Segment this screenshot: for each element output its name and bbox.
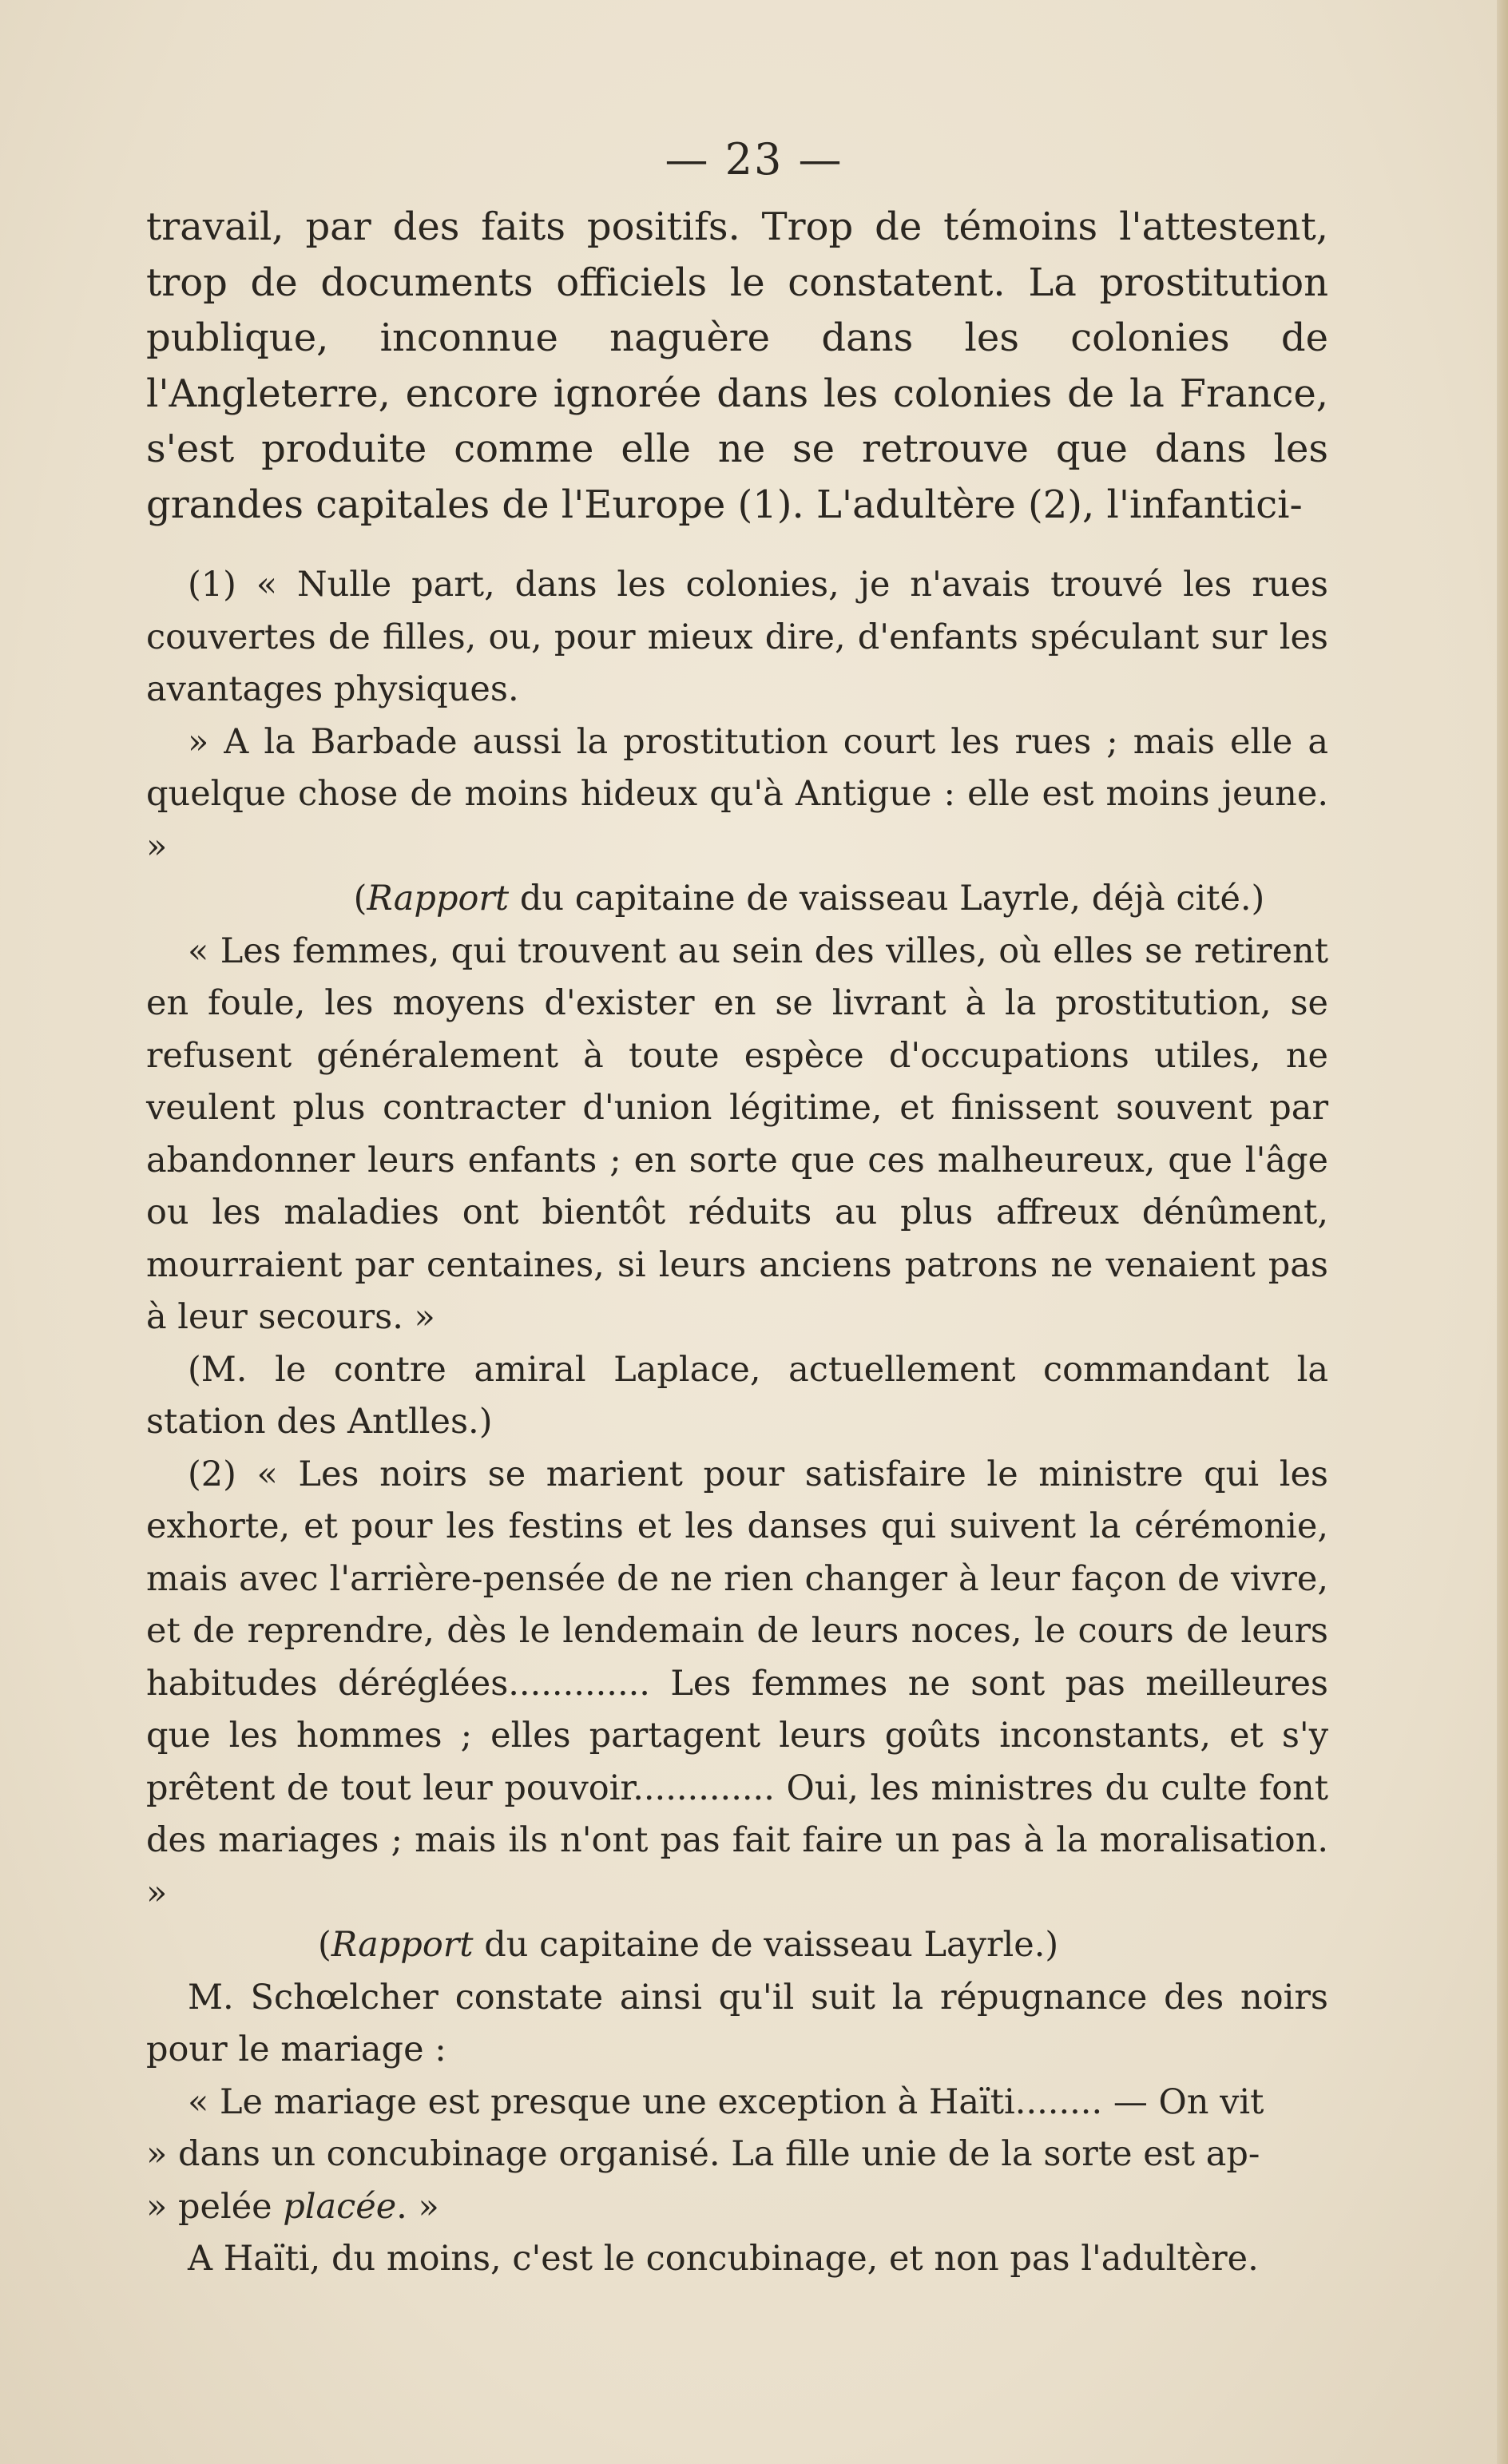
page-number: — 23 — xyxy=(665,134,843,185)
page-edge xyxy=(1497,0,1508,2464)
citation-title: Rapport xyxy=(367,879,510,919)
citation-rest: du capitaine de vaisseau Layrle.) xyxy=(473,1925,1059,1965)
citation-rest: du capitaine de vaisseau Layrle, déjà cité.) xyxy=(509,879,1265,919)
quote-text: » pelée xyxy=(146,2186,284,2227)
footnote-2-para-1: (2) « Les noirs se marient pour satisfaire le ministre qui les exhorte, et pour les festins et les danses qui suivent la cérémonie, mais avec l'arrière-pensée de ne rien changer à leur façon de vivre, et de reprendre, dès le lendemain de leurs noces, le cours de leurs habitudes déréglées............. Les femmes ne sont pas meilleures que les hommes ; elles partagent leurs goûts inconstants, et s'y prêtent de tout leur pouvoir............. Oui, les ministres du culte font des mariages ; mais ils n'ont pas fait faire un pas à la moralisation. » xyxy=(146,1454,1328,1913)
footnote-1-para-3: « Les femmes, qui trouvent au sein des villes, où elles se retirent en foule, les moyens d'exister en se livrant à la prostitution, se refusent généralement à toute espèce d'occupations utiles, ne veulent plus contracter d'union légitime, et finissent souvent par abandonner leurs enfants ; en sorte que ces malheureux, que l'âge ou les maladies ont bientôt réduits au plus affreux dénûment, mourraient par centaines, si leurs anciens patrons ne venaient pas à leur secours. » xyxy=(146,930,1328,1337)
footnote-1-citation-2: (M. le contre amiral Laplace, actuellement commandant la station des Antlles.) xyxy=(146,1349,1328,1442)
footnote-2-quote-line-3 xyxy=(146,2181,1328,2234)
footnote-1-para-1: (1) « Nulle part, dans les colonies, je n'avais trouvé les rues couvertes de filles, ou, pour mieux dire, d'enfants spéculant sur les avantages physiques. xyxy=(146,565,1328,709)
footnote-2-citation xyxy=(146,1919,1328,1972)
footnote-1-citation xyxy=(146,873,1328,926)
quote-emphasis: placée xyxy=(283,2186,397,2227)
footnotes xyxy=(146,559,1328,2286)
citation-open: ( xyxy=(318,1925,331,1965)
citation-open: ( xyxy=(353,879,367,919)
main-paragraph: travail, par des faits positifs. Trop de témoins l'attestent, trop de documents officiels le constatent. La prostitution publique, inconnue naguère dans les colonies de l'Angleterre, encore ignorée dans les colonies de la France, s'est produite comme elle ne se retrouve que dans les grandes capitales de l'Europe (1). L'adultère (2), l'infantici- xyxy=(146,204,1328,527)
footnote-2-last: A Haïti, du moins, c'est le concubinage, et non pas l'adultère. xyxy=(188,2239,1259,2279)
quote-close: . » xyxy=(396,2186,439,2227)
citation-title: Rapport xyxy=(331,1925,474,1965)
footnote-2-quote-line-2: » dans un concubinage organisé. La fille unie de la sorte est ap- xyxy=(146,2134,1260,2174)
main-text xyxy=(146,200,1328,533)
footnote-1-para-2: » A la Barbade aussi la prostitution court les rues ; mais elle a quelque chose de moins hideux qu'à Antigue : elle est moins jeune. » xyxy=(146,721,1328,867)
footnote-2-para-2: M. Schœlcher constate ainsi qu'il suit la répugnance des noirs pour le mariage : xyxy=(146,1977,1328,2069)
footnote-2-quote-line-1: « Le mariage est presque une exception à Haïti........ — On vit xyxy=(188,2081,1264,2122)
